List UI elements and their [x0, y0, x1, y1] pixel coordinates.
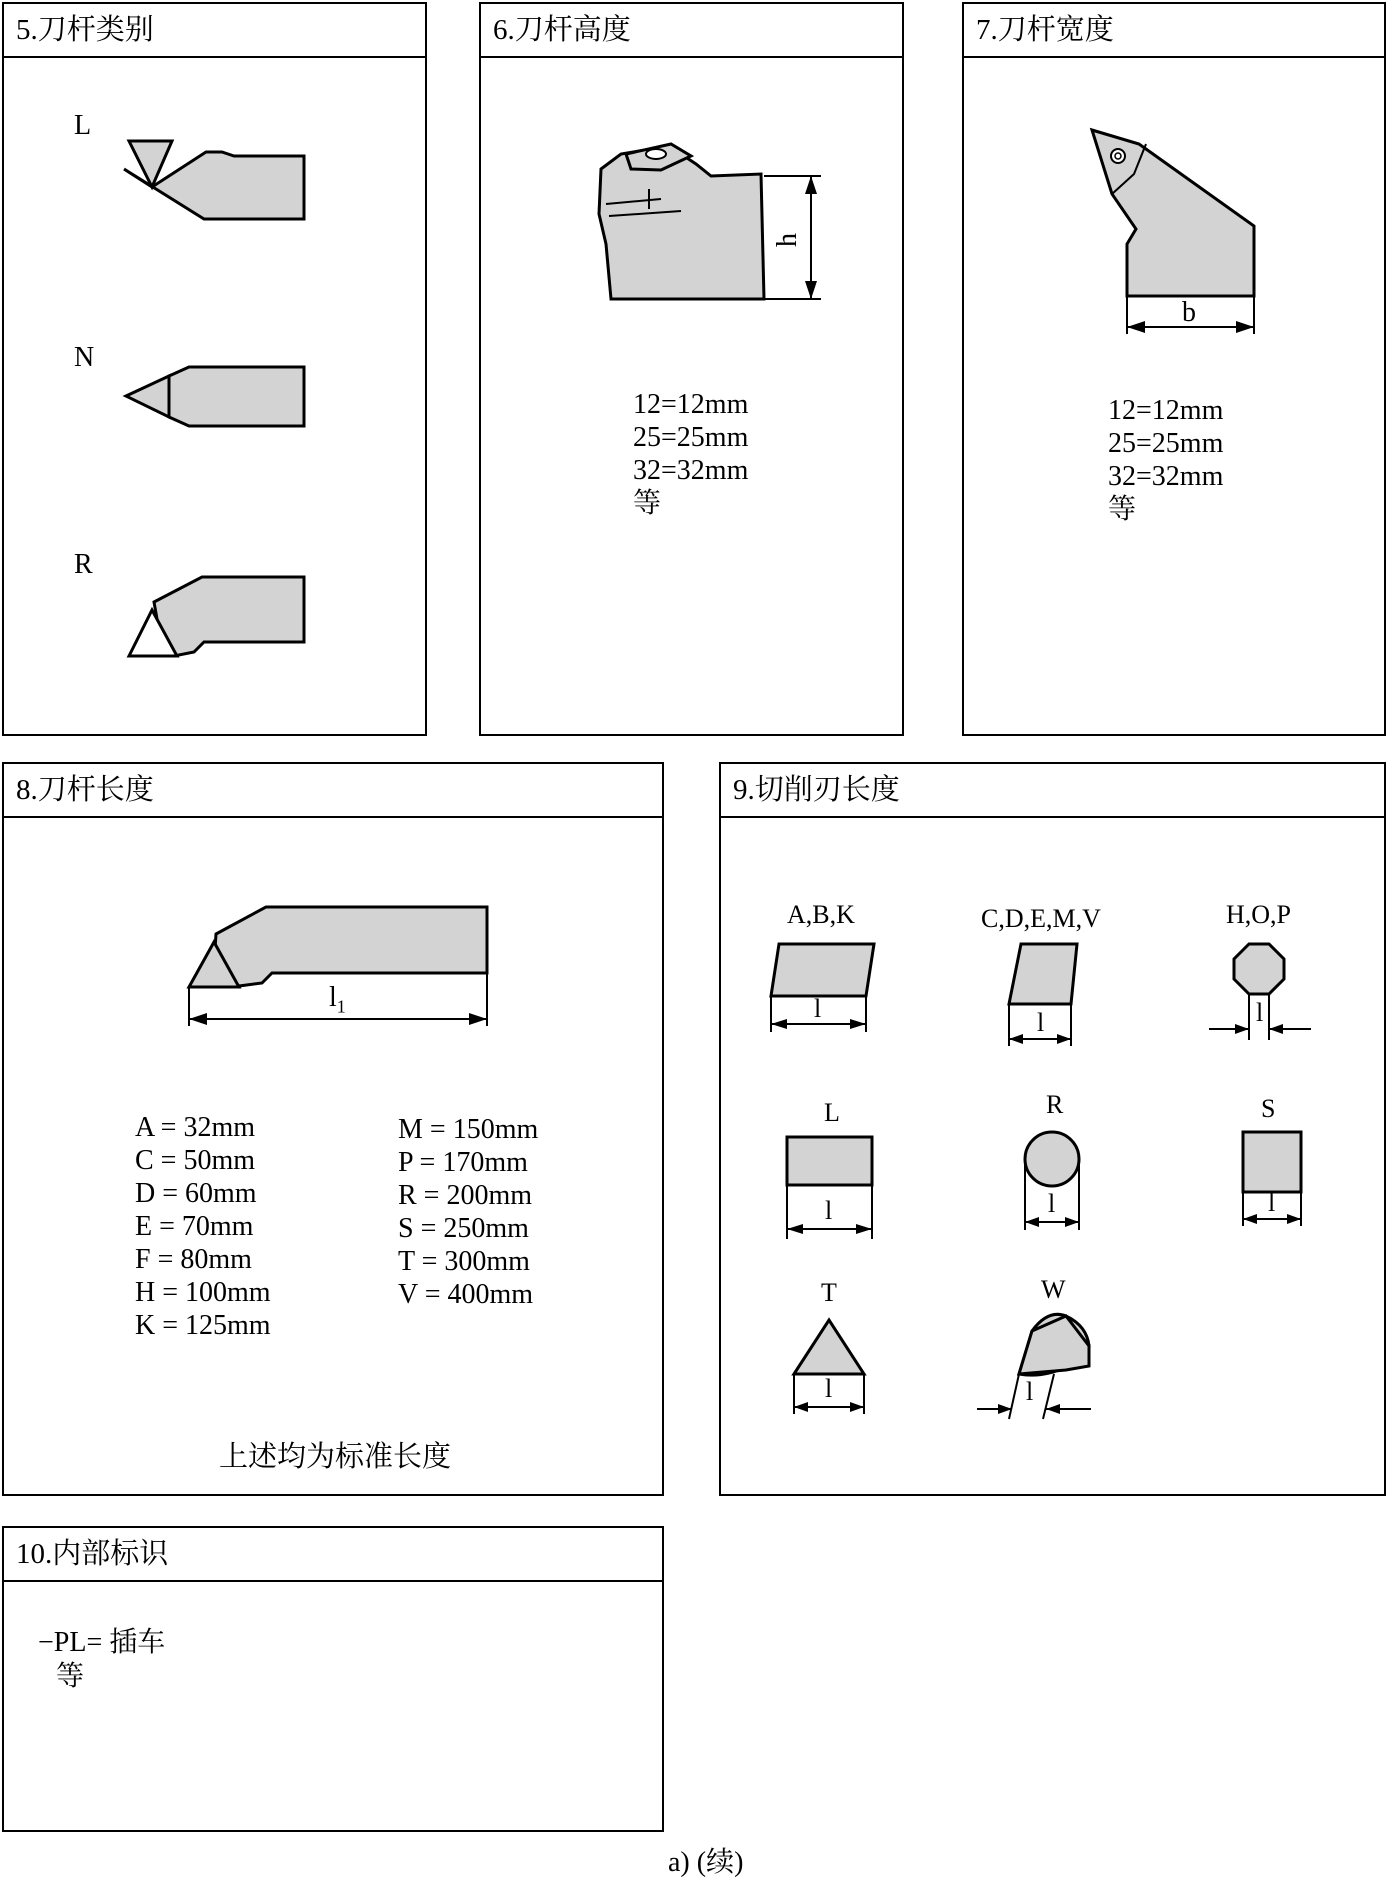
- panel-cutting-edge-length: [719, 762, 1386, 1496]
- length-value: C = 50mm: [135, 1145, 256, 1176]
- length-value: P = 170mm: [398, 1147, 528, 1178]
- holder-type-label-n: N: [74, 342, 95, 373]
- height-value: 12=12mm: [633, 389, 749, 420]
- holder-r-drawing: [4, 4, 429, 738]
- width-dim-label: b: [1182, 297, 1196, 328]
- length-value: K = 125mm: [135, 1310, 271, 1341]
- panel-holder-type: [2, 2, 427, 736]
- edge-dim-label: l: [814, 994, 822, 1023]
- insert-label: C,D,E,M,V: [981, 904, 1101, 933]
- insert-label: T: [821, 1278, 837, 1307]
- standard-length-note: 上述均为标准长度: [219, 1441, 452, 1473]
- holder-type-label-r: R: [74, 549, 93, 580]
- insert-label: A,B,K: [787, 900, 855, 929]
- length-value: M = 150mm: [398, 1114, 539, 1145]
- panel-holder-width: [962, 2, 1386, 736]
- edge-dim-label: l: [1037, 1008, 1045, 1037]
- length-dim-label: [329, 982, 346, 1018]
- length-value: F = 80mm: [135, 1244, 252, 1275]
- panel-title: 7.刀杆宽度: [964, 4, 1384, 58]
- panel-internal-id: [2, 1526, 664, 1832]
- height-dim-label: h: [772, 233, 803, 247]
- edge-dim-label: l: [825, 1196, 833, 1225]
- insert-label: L: [824, 1098, 840, 1127]
- length-value: E = 70mm: [135, 1211, 254, 1242]
- insert-label: R: [1046, 1090, 1064, 1119]
- panel-holder-length: [2, 762, 664, 1496]
- length-value: V = 400mm: [398, 1279, 534, 1310]
- length-value: R = 200mm: [398, 1180, 533, 1211]
- edge-dim-label: l: [1268, 1188, 1276, 1217]
- height-values: [633, 388, 748, 520]
- insert-label: S: [1261, 1094, 1276, 1123]
- height-value: 25=25mm: [633, 422, 749, 453]
- width-value: 等: [1108, 494, 1137, 525]
- length-value: A = 32mm: [135, 1112, 256, 1143]
- length-values-left: [135, 1111, 271, 1342]
- panel-title: 8.刀杆长度: [4, 764, 662, 818]
- length-value: D = 60mm: [135, 1178, 257, 1209]
- width-value: 12=12mm: [1108, 395, 1224, 426]
- figure-caption: a) (续): [668, 1847, 744, 1878]
- insert-label: W: [1041, 1275, 1066, 1304]
- length-value: T = 300mm: [398, 1246, 530, 1277]
- height-value: 等: [633, 488, 662, 519]
- holder-type-label-l: L: [74, 110, 92, 141]
- height-value: 32=32mm: [633, 455, 749, 486]
- holder-height-drawing: [481, 4, 906, 738]
- internal-id-line: 等: [56, 1661, 85, 1692]
- panel-title: 9.切削刃长度: [721, 764, 1384, 818]
- panel-title: 5.刀杆类别: [4, 4, 425, 58]
- edge-dim-label: l: [825, 1374, 833, 1403]
- panel-title: 6.刀杆高度: [481, 4, 902, 58]
- panel-title: 10.内部标识: [4, 1528, 662, 1582]
- length-value: H = 100mm: [135, 1277, 271, 1308]
- edge-dim-label: l: [1026, 1377, 1034, 1406]
- width-value: 25=25mm: [1108, 428, 1224, 459]
- width-value: 32=32mm: [1108, 461, 1224, 492]
- length-value: S = 250mm: [398, 1213, 529, 1244]
- length-dim-symbol: l: [329, 982, 337, 1013]
- internal-id-line: −PL= 插车: [38, 1627, 166, 1658]
- edge-dim-label: l: [1256, 998, 1264, 1027]
- holder-length-drawing: [4, 764, 666, 1498]
- length-values-right: [398, 1113, 538, 1311]
- panel-holder-height: [479, 2, 904, 736]
- edge-dim-label: l: [1048, 1189, 1056, 1218]
- trigon-insert-icon: [721, 764, 1387, 1498]
- insert-label: H,O,P: [1226, 900, 1292, 929]
- width-values: [1108, 394, 1223, 526]
- holder-width-drawing: [964, 4, 1387, 738]
- length-dim-subscript: 1: [336, 996, 346, 1017]
